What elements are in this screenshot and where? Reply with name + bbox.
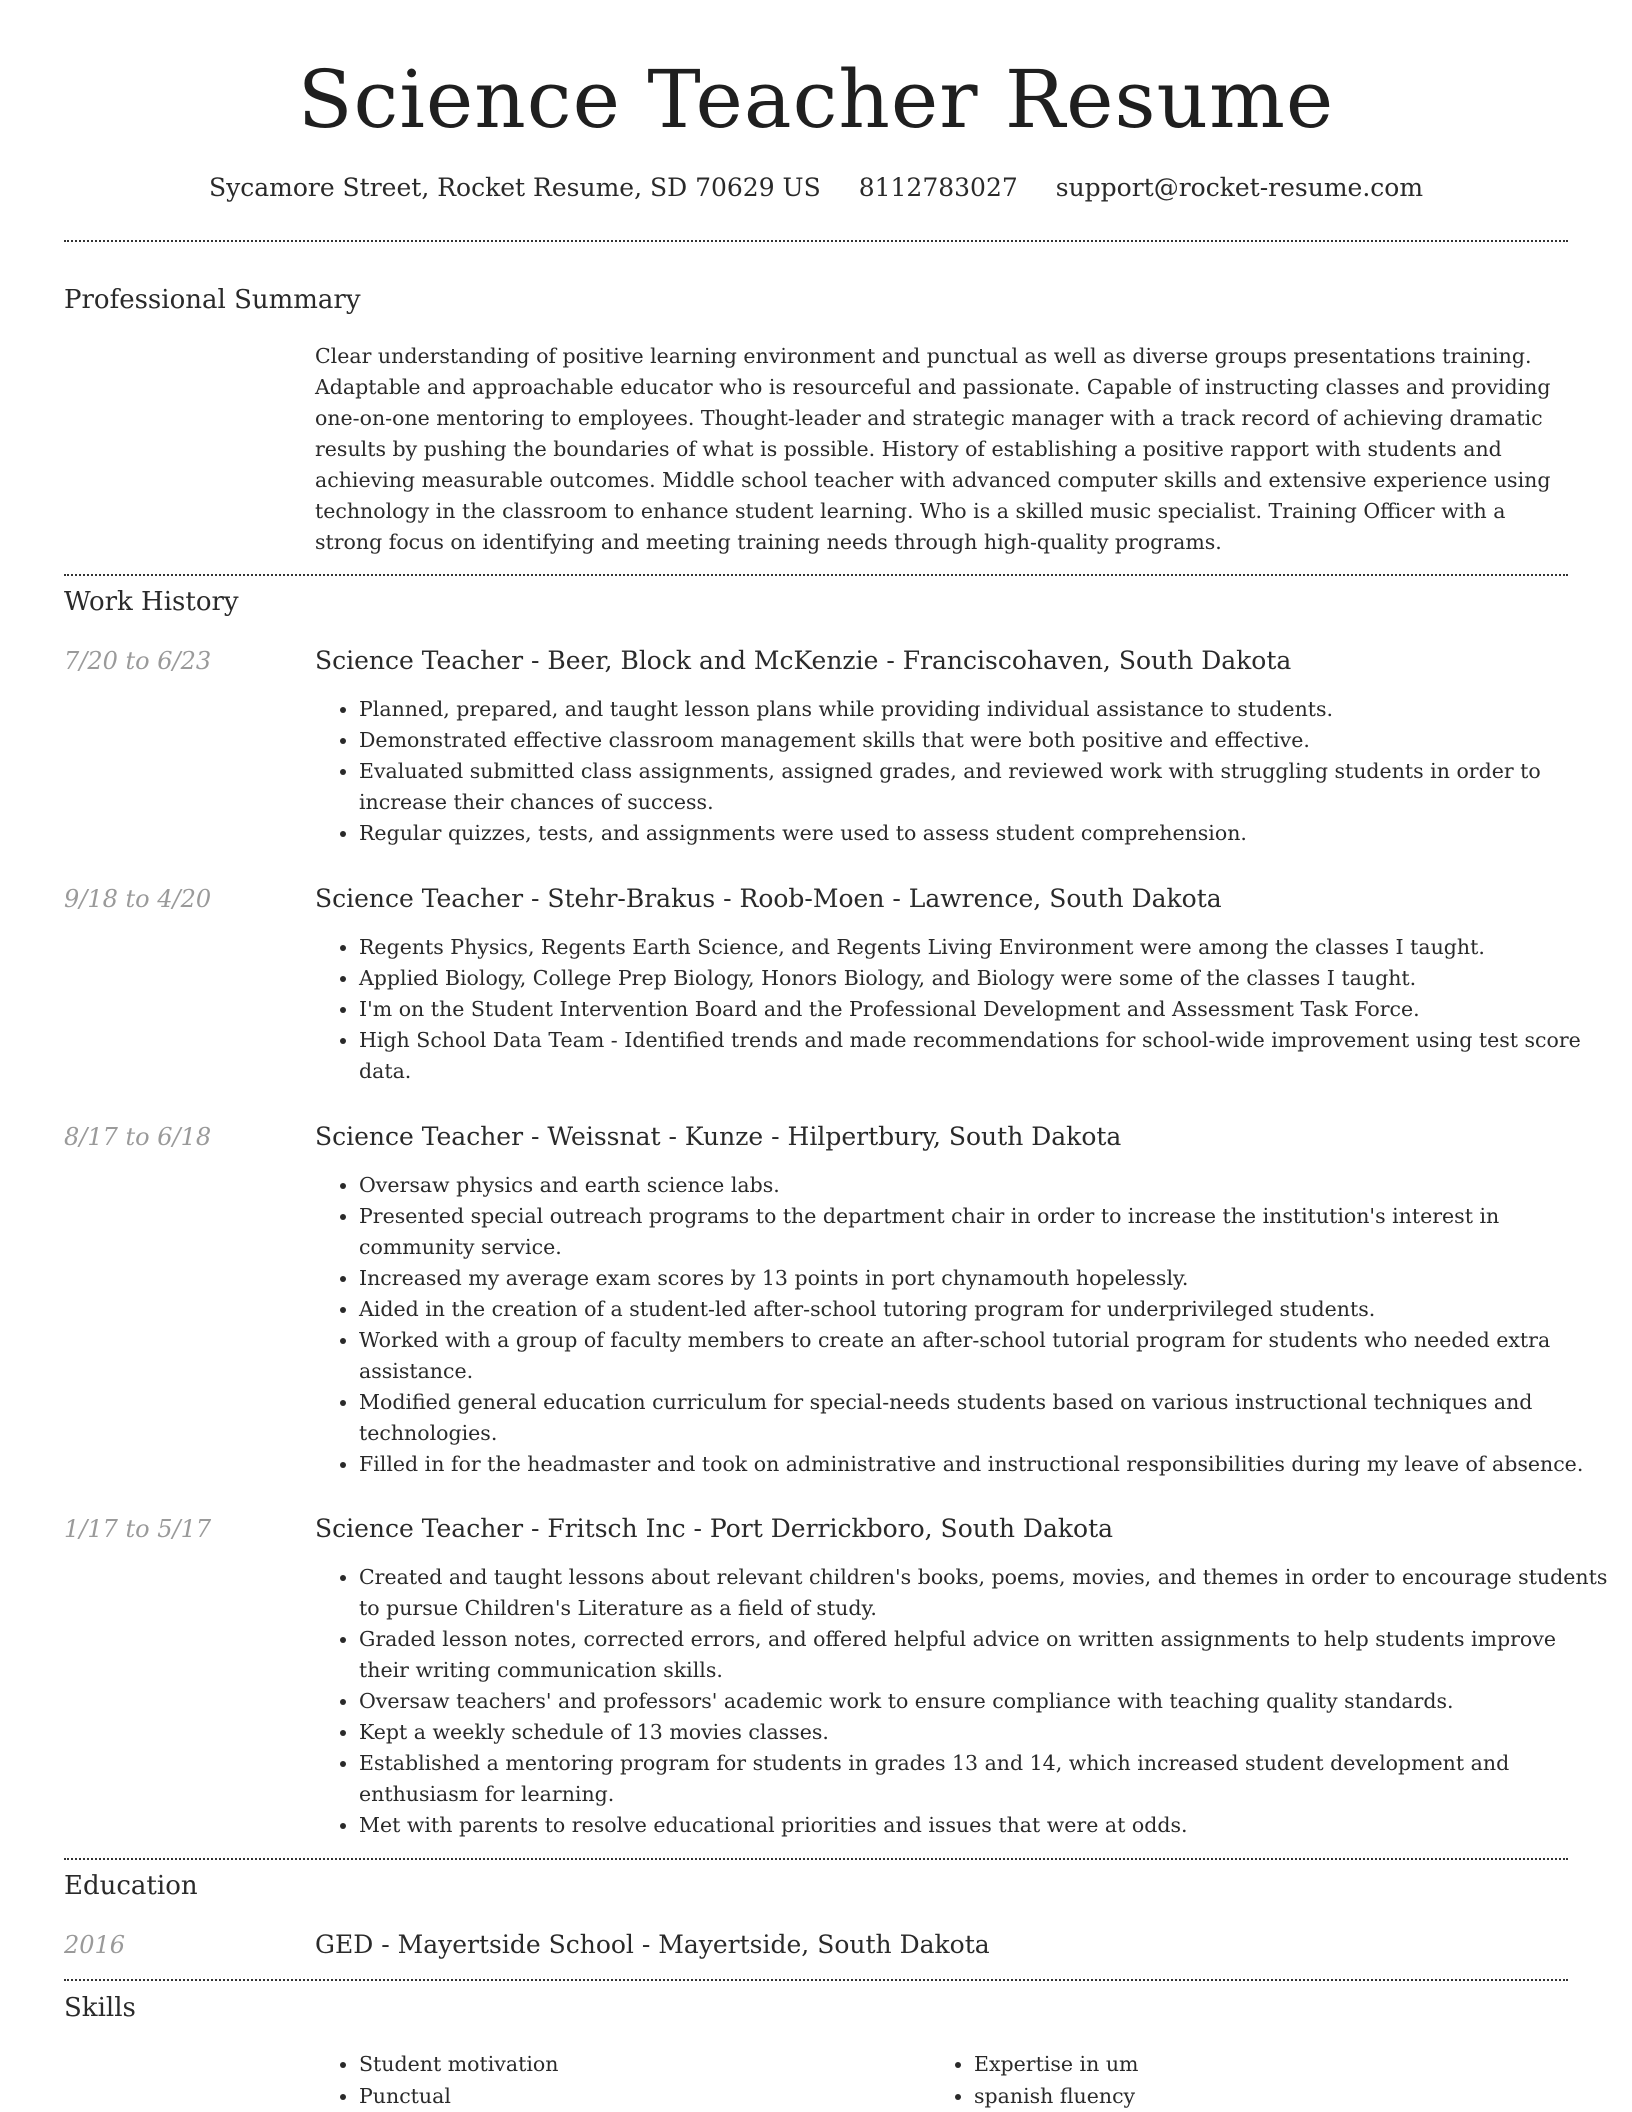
education-heading: Education (64, 1871, 198, 1901)
list-item: • Regular quizzes, tests, and assignments were used to assess student comprehension. (359, 818, 1609, 849)
list-item: • spanish fluency (974, 2080, 1534, 2112)
list-item: • Modified general education curriculum for special-needs students based on various instructional techniques and technologies. (359, 1387, 1609, 1449)
skills-heading: Skills (64, 1993, 136, 2023)
education-year: 2016 (64, 1931, 126, 1959)
contact-line (0, 170, 1632, 206)
list-item: • Regents Physics, Regents Earth Science, and Regents Living Environment were among the classes I taught. (359, 932, 1609, 963)
list-item: • Planned, prepared, and taught lesson plans while providing individual assistance to students. (359, 694, 1609, 725)
list-item: • Kept a weekly schedule of 13 movies classes. (359, 1717, 1609, 1748)
contact-email: support@rocket-resume.com (1055, 173, 1424, 202)
list-item: • Applied Biology, College Prep Biology, Honors Biology, and Biology were some of the classes I taught. (359, 963, 1609, 994)
section-divider (64, 574, 1568, 576)
list-item: • Student motivation (359, 2048, 919, 2080)
job-title: Science Teacher - Beer, Block and McKenzie - Franciscohaven, South Dakota (315, 646, 1292, 675)
job-title: Science Teacher - Stehr-Brakus - Roob-Moen - Lawrence, South Dakota (315, 884, 1222, 913)
list-item: • High School Data Team - Identified trends and made recommendations for school-wide improvement using test score data. (359, 1025, 1609, 1087)
list-item: • Aided in the creation of a student-led after-school tutoring program for underprivileged students. (359, 1294, 1609, 1325)
list-item: • Worked with a group of faculty members to create an after-school tutorial program for students who needed extra assistance. (359, 1325, 1609, 1387)
list-item: • Met with parents to resolve educational priorities and issues that were at odds. (359, 1810, 1609, 1841)
job-dates: 7/20 to 6/23 (64, 647, 212, 675)
job-title: Science Teacher - Fritsch Inc - Port Derrickboro, South Dakota (315, 1514, 1114, 1543)
list-item: • Expertise in um (974, 2048, 1534, 2080)
list-item: • Filled in for the headmaster and took on administrative and instructional responsibilities during my leave of absence. (359, 1449, 1609, 1480)
list-item: • Graded lesson notes, corrected errors, and offered helpful advice on written assignments to help students improve their writing communication skills. (359, 1624, 1609, 1686)
section-divider (64, 1979, 1568, 1981)
job-bullets (315, 694, 1609, 849)
list-item: • Presented special outreach programs to the department chair in order to increase the institution's interest in community service. (359, 1201, 1609, 1263)
list-item: • Created and taught lessons about relevant children's books, poems, movies, and themes in order to encourage students to pursue Children's Literature as a field of study. (359, 1562, 1609, 1624)
summary-heading: Professional Summary (64, 285, 361, 315)
contact-address: Sycamore Street, Rocket Resume, SD 70629 US (208, 173, 821, 202)
list-item: • Evaluated submitted class assignments, assigned grades, and reviewed work with struggling students in order to increase their chances of success. (359, 756, 1609, 818)
list-item: • Increased my average exam scores by 13 points in port chynamouth hopelessly. (359, 1263, 1609, 1294)
skills-list-right (930, 2048, 1534, 2112)
job-bullets (315, 932, 1609, 1087)
list-item: • I'm on the Student Intervention Board and the Professional Development and Assessment Task Force. (359, 994, 1609, 1025)
section-divider (64, 1858, 1568, 1860)
job-title: Science Teacher - Weissnat - Kunze - Hilpertbury, South Dakota (315, 1122, 1122, 1151)
job-dates: 9/18 to 4/20 (64, 885, 212, 913)
resume-title: Science Teacher Resume (297, 53, 1335, 146)
job-bullets (315, 1170, 1609, 1480)
job-dates: 8/17 to 6/18 (64, 1123, 212, 1151)
list-item: • Oversaw physics and earth science labs. (359, 1170, 1609, 1201)
section-divider (64, 240, 1568, 242)
list-item: • Punctual (359, 2080, 919, 2112)
list-item: • Oversaw teachers' and professors' academic work to ensure compliance with teaching quality standards. (359, 1686, 1609, 1717)
job-dates: 1/17 to 5/17 (64, 1515, 212, 1543)
work-history-heading: Work History (64, 587, 239, 617)
summary-text: Clear understanding of positive learning environment and punctual as well as diverse groups presentations training. Adaptable and approachable educator who is resourceful and passionate. Capable of instructing classes and providing one-on-one mentoring to employees. Thought-leader and strategic manager with a track record of achieving dramatic results by pushing the boundaries of what is possible. History of establishing a positive rapport with students and achieving measurable outcomes. Middle school teacher with advanced computer skills and extensive experience using technology in the classroom to enhance student learning. Who is a skilled music specialist. Training Officer with a strong focus on identifying and meeting training needs through high-quality programs. (315, 344, 1551, 554)
list-item: • Established a mentoring program for students in grades 13 and 14, which increased student development and enthusiasm for learning. (359, 1748, 1609, 1810)
skills-list-left (315, 2048, 919, 2112)
job-bullets (315, 1562, 1609, 1841)
education-entry: GED - Mayertside School - Mayertside, South Dakota (315, 1930, 990, 1959)
contact-phone: 8112783027 (858, 173, 1018, 202)
list-item: • Demonstrated effective classroom management skills that were both positive and effective. (359, 725, 1609, 756)
